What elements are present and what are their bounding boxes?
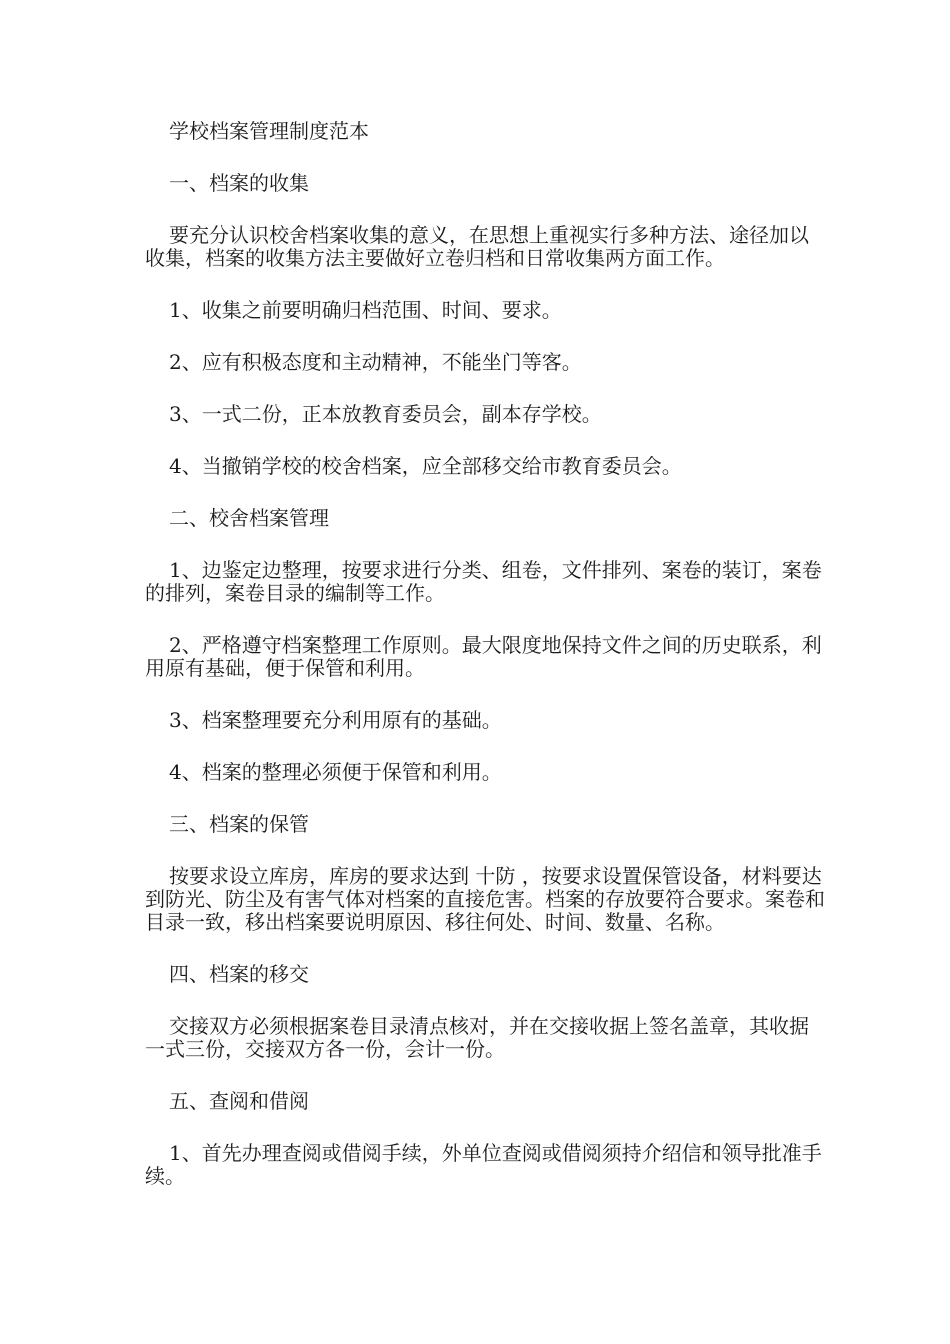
list-item: 4、档案的整理必须便于保管和利用。 [169,760,502,784]
section-heading-3: 三、档案的保管 [169,812,309,836]
section-heading-4: 四、档案的移交 [169,962,309,986]
document-title: 学校档案管理制度范本 [169,119,369,143]
paragraph: 要充分认识校舍档案收集的意义，在思想上重视实行多种方法、途径加以收集，档案的收集方法主要做好立卷归档和日常收集两方面工作。 [145,223,809,270]
list-item: 3、档案整理要充分利用原有的基础。 [169,708,502,732]
list-item: 2、严格遵守档案整理工作原则。最大限度地保持文件之间的历史联系，利用原有基础，便于保管和利用。 [145,633,822,680]
paragraph: 交接双方必须根据案卷目录清点核对，并在交接收据上签名盖章，其收据一式三份，交接双方各一份，会计一份。 [145,1014,809,1061]
section-heading-1: 一、档案的收集 [169,171,309,195]
document-body [145,120,825,1217]
paragraph: 按要求设立库房，库房的要求达到 十防 ，按要求设置保管设备，材料要达到防光、防尘及有害气体对档案的直接危害。档案的存放要符合要求。案卷和目录一致，移出档案要说明原因、移往何处、时间、数量、名称。 [145,864,825,934]
section-heading-2: 二、校舍档案管理 [169,506,329,530]
list-item: 1、边鉴定边整理，按要求进行分类、组卷，文件排列、案卷的装订，案卷的排列，案卷目录的编制等工作。 [145,558,822,605]
section-heading-5: 五、查阅和借阅 [169,1089,309,1113]
list-item: 1、收集之前要明确归档范围、时间、要求。 [169,298,562,322]
list-item: 3、一式二份，正本放教育委员会，副本存学校。 [169,402,602,426]
list-item: 4、当撤销学校的校舍档案，应全部移交给市教育委员会。 [169,454,682,478]
list-item: 2、应有积极态度和主动精神，不能坐门等客。 [169,350,582,374]
list-item: 1、首先办理查阅或借阅手续，外单位查阅或借阅须持介绍信和领导批准手续。 [145,1141,822,1188]
